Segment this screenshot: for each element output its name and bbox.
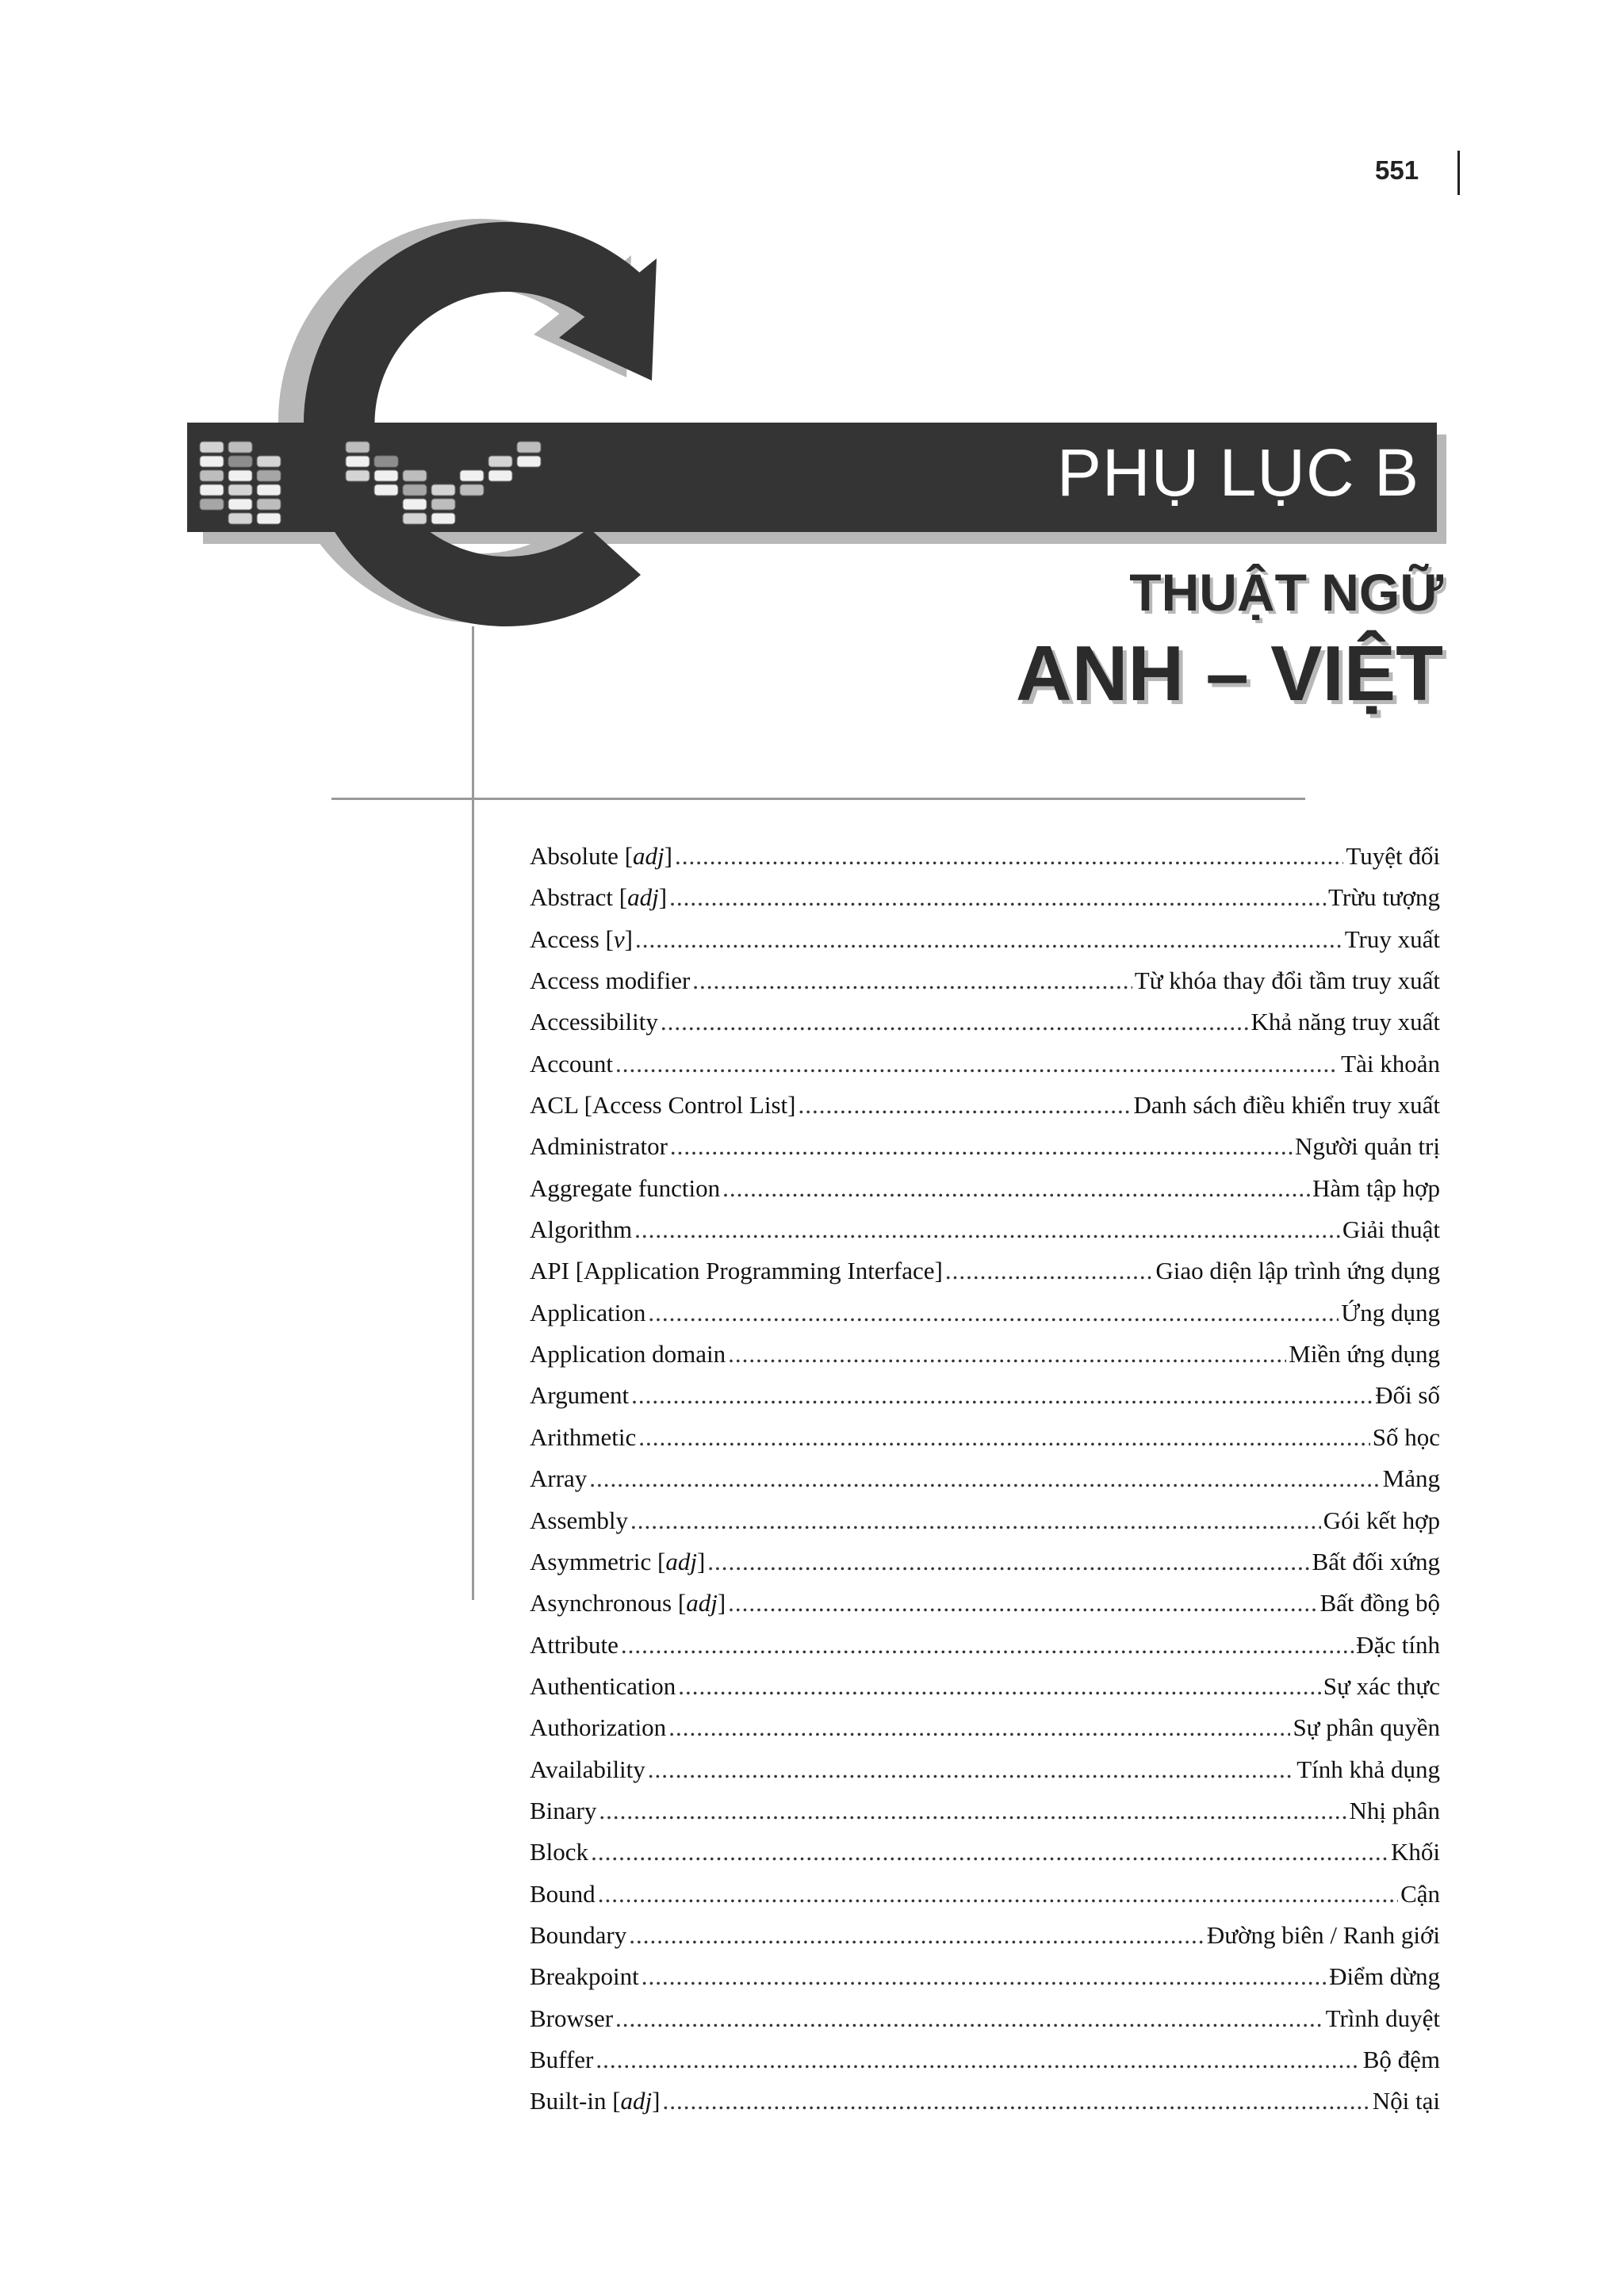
term-vietnamese: Giải thuật [1342, 1215, 1440, 1244]
term-text: Access [530, 924, 599, 953]
glossary-entry [530, 1168, 1440, 1209]
dot-leader [722, 1168, 1310, 1209]
term-text: Application [530, 1298, 646, 1326]
term-english [530, 1458, 587, 1499]
vertical-rule [472, 626, 474, 1600]
term-english [530, 1168, 720, 1209]
term-text: ACL [Access Control List] [530, 1091, 796, 1120]
dot-leader [591, 1832, 1388, 1873]
term-english: Built-in [adj] [530, 2087, 661, 2115]
glossary-entry [530, 1375, 1440, 1416]
term-vietnamese: Gói kết hợp [1323, 1506, 1440, 1534]
term-text: Array [530, 1464, 588, 1493]
dot-leader [707, 1541, 1309, 1583]
term-vietnamese: Hàm tập hợp [1312, 1173, 1440, 1202]
term-english [530, 1998, 613, 2039]
term-vietnamese: Từ khóa thay đổi tầm truy xuất [1134, 967, 1440, 995]
dot-leader [598, 1874, 1398, 1915]
page-number: 551 [1375, 155, 1419, 185]
term-vietnamese: Đường biên / Ranh giới [1206, 1920, 1440, 1949]
dot-leader [668, 1707, 1290, 1748]
term-part-of-speech: adj [633, 842, 665, 870]
term-text: Absolute [530, 842, 619, 870]
term-vietnamese: Ứng dụng [1341, 1298, 1440, 1326]
glossary-list [530, 836, 1440, 2123]
glossary-entry [530, 1417, 1440, 1458]
term-text: Access modifier [530, 967, 691, 995]
term-vietnamese: Điểm dừng [1329, 1962, 1440, 1991]
title-line-1: THUẬT NGỮ [1129, 563, 1443, 622]
glossary-entry [530, 1790, 1440, 1832]
term-vietnamese: Đặc tính [1356, 1630, 1440, 1659]
term-english [530, 1417, 636, 1458]
dot-leader [631, 1375, 1373, 1416]
term-english [530, 2039, 593, 2081]
term-english [530, 1666, 676, 1707]
term-text: Buffer [530, 2045, 594, 2073]
term-vietnamese: Sự xác thực [1323, 1671, 1440, 1700]
term-text: Block [530, 1838, 589, 1866]
term-vietnamese: Truy xuất [1344, 924, 1440, 953]
term-text: Administrator [530, 1132, 668, 1161]
term-english [530, 1749, 645, 1790]
term-text: Accessibility [530, 1008, 658, 1036]
dot-leader [675, 836, 1343, 877]
glossary-entry [530, 1541, 1440, 1583]
term-text: Boundary [530, 1920, 627, 1949]
term-text: Application domain [530, 1340, 726, 1369]
glossary-entry [530, 1832, 1440, 1873]
term-part-of-speech: v [613, 924, 625, 953]
term-vietnamese: Tính khả dụng [1297, 1755, 1440, 1783]
dot-leader [661, 1001, 1249, 1043]
term-english [530, 1043, 613, 1085]
glossary-entry [530, 836, 1440, 877]
term-vietnamese: Trừu tượng [1327, 883, 1440, 912]
dot-leader [615, 1043, 1339, 1085]
dot-leader [630, 1500, 1321, 1541]
term-english [530, 1874, 596, 1915]
glossary-entry [530, 1085, 1440, 1126]
term-vietnamese: Giao diện lập trình ứng dụng [1155, 1257, 1440, 1285]
term-vietnamese: Trình duyệt [1325, 2004, 1440, 2032]
term-english [530, 1915, 626, 1956]
term-english [530, 1250, 943, 1292]
term-english [530, 960, 690, 1001]
term-vietnamese: Nhị phân [1349, 1796, 1440, 1824]
dot-leader [728, 1334, 1286, 1375]
dot-leader [799, 1085, 1132, 1126]
glossary-entry [530, 1126, 1440, 1167]
glossary-entry [530, 1874, 1440, 1915]
dot-leader [945, 1250, 1154, 1292]
term-text: Breakpoint [530, 1962, 639, 1991]
term-text: Argument [530, 1381, 630, 1410]
term-text: Bound [530, 1879, 596, 1908]
term-english [530, 1375, 629, 1416]
term-part-of-speech: adj [627, 883, 659, 912]
dot-leader [589, 1458, 1380, 1499]
term-part-of-speech: adj [620, 2087, 653, 2115]
dot-leader [615, 1998, 1323, 2039]
term-vietnamese: Tài khoản [1341, 1049, 1440, 1078]
dot-leader [596, 2039, 1360, 2081]
term-english: Absolute [adj] [530, 842, 672, 870]
term-english: Access [v] [530, 924, 633, 953]
dot-leader [599, 1790, 1346, 1832]
glossary-entry [530, 1583, 1440, 1624]
term-text: Authorization [530, 1713, 667, 1742]
glossary-entry [530, 1915, 1440, 1956]
term-vietnamese: Số học [1372, 1422, 1440, 1451]
term-text: Assembly [530, 1506, 628, 1534]
term-english [530, 1001, 658, 1043]
appendix-label: PHỤ LỤC B [1056, 435, 1419, 510]
term-english [530, 1790, 596, 1832]
glossary-entry [530, 919, 1440, 960]
term-text: Binary [530, 1796, 597, 1824]
term-text: Availability [530, 1755, 645, 1783]
term-part-of-speech: adj [665, 1547, 697, 1575]
term-text: Built-in [530, 2087, 607, 2115]
term-text: Abstract [530, 883, 614, 912]
term-vietnamese: Sự phân quyền [1293, 1713, 1440, 1742]
glossary-entry [530, 1625, 1440, 1666]
glossary-entry [530, 877, 1440, 918]
term-text: API [Application Programming Interface] [530, 1257, 943, 1285]
term-english [530, 1832, 588, 1873]
dot-leader [669, 877, 1326, 918]
term-text: Account [530, 1049, 614, 1078]
dot-leader [648, 1292, 1339, 1334]
glossary-entry [530, 1998, 1440, 2039]
dot-leader [678, 1666, 1321, 1707]
glossary-entry [530, 1043, 1440, 1085]
glossary-entry [530, 1666, 1440, 1707]
term-vietnamese: Nội tại [1372, 2087, 1440, 2115]
glossary-entry [530, 960, 1440, 1001]
term-text: Attribute [530, 1630, 619, 1659]
glossary-entry [530, 1749, 1440, 1790]
glossary-entry [530, 1458, 1440, 1499]
glossary-entry [530, 1707, 1440, 1748]
glossary-entry [530, 1334, 1440, 1375]
term-vietnamese: Khối [1391, 1838, 1440, 1866]
glossary-entry [530, 1500, 1440, 1541]
term-vietnamese: Người quản trị [1294, 1132, 1440, 1161]
term-english: Asymmetric [adj] [530, 1547, 706, 1575]
glossary-entry [530, 1250, 1440, 1292]
term-english [530, 1126, 668, 1167]
term-english [530, 1292, 645, 1334]
term-english [530, 1085, 796, 1126]
term-vietnamese: Bộ đệm [1362, 2045, 1440, 2073]
term-english [530, 1334, 726, 1375]
dot-leader [728, 1583, 1317, 1624]
term-english [530, 1625, 619, 1666]
glossary-entry [530, 1209, 1440, 1250]
glossary-entry [530, 1001, 1440, 1043]
term-vietnamese: Đối số [1375, 1381, 1440, 1410]
term-vietnamese: Tuyệt đối [1346, 842, 1440, 870]
term-english: Asynchronous [adj] [530, 1589, 726, 1617]
term-vietnamese: Cận [1400, 1879, 1440, 1908]
term-vietnamese: Mảng [1382, 1464, 1440, 1493]
horizontal-rule [331, 798, 1305, 800]
term-vietnamese: Bất đối xứng [1312, 1547, 1440, 1575]
term-english: Abstract [adj] [530, 883, 668, 912]
term-english [530, 1956, 639, 1997]
glossary-entry [530, 1292, 1440, 1334]
term-vietnamese: Miền ứng dụng [1289, 1340, 1440, 1369]
glossary-entry [530, 1956, 1440, 1997]
glossary-entry [530, 2081, 1440, 2122]
term-english [530, 1500, 628, 1541]
term-text: Asymmetric [530, 1547, 652, 1575]
term-text: Algorithm [530, 1215, 633, 1244]
dot-leader [692, 960, 1132, 1001]
term-text: Aggregate function [530, 1173, 721, 1202]
dot-leader [638, 1417, 1369, 1458]
term-text: Browser [530, 2004, 614, 2032]
term-vietnamese: Bất đồng bộ [1320, 1589, 1440, 1617]
term-text: Authentication [530, 1671, 676, 1700]
dot-leader [670, 1126, 1293, 1167]
term-text: Asynchronous [530, 1589, 672, 1617]
title-line-2: ANH – VIỆT [1015, 630, 1443, 717]
dot-leader [621, 1625, 1354, 1666]
term-english [530, 1209, 632, 1250]
term-text: Arithmetic [530, 1422, 637, 1451]
dot-leader [662, 2081, 1369, 2122]
dot-leader [635, 919, 1342, 960]
term-vietnamese: Danh sách điều khiển truy xuất [1133, 1091, 1440, 1120]
dot-leader [634, 1209, 1340, 1250]
dot-leader [642, 1956, 1327, 1997]
term-part-of-speech: adj [686, 1589, 718, 1617]
dot-leader [629, 1915, 1205, 1956]
term-english [530, 1707, 666, 1748]
glossary-entry [530, 2039, 1440, 2081]
term-vietnamese: Khả năng truy xuất [1251, 1008, 1440, 1036]
dot-leader [648, 1749, 1294, 1790]
